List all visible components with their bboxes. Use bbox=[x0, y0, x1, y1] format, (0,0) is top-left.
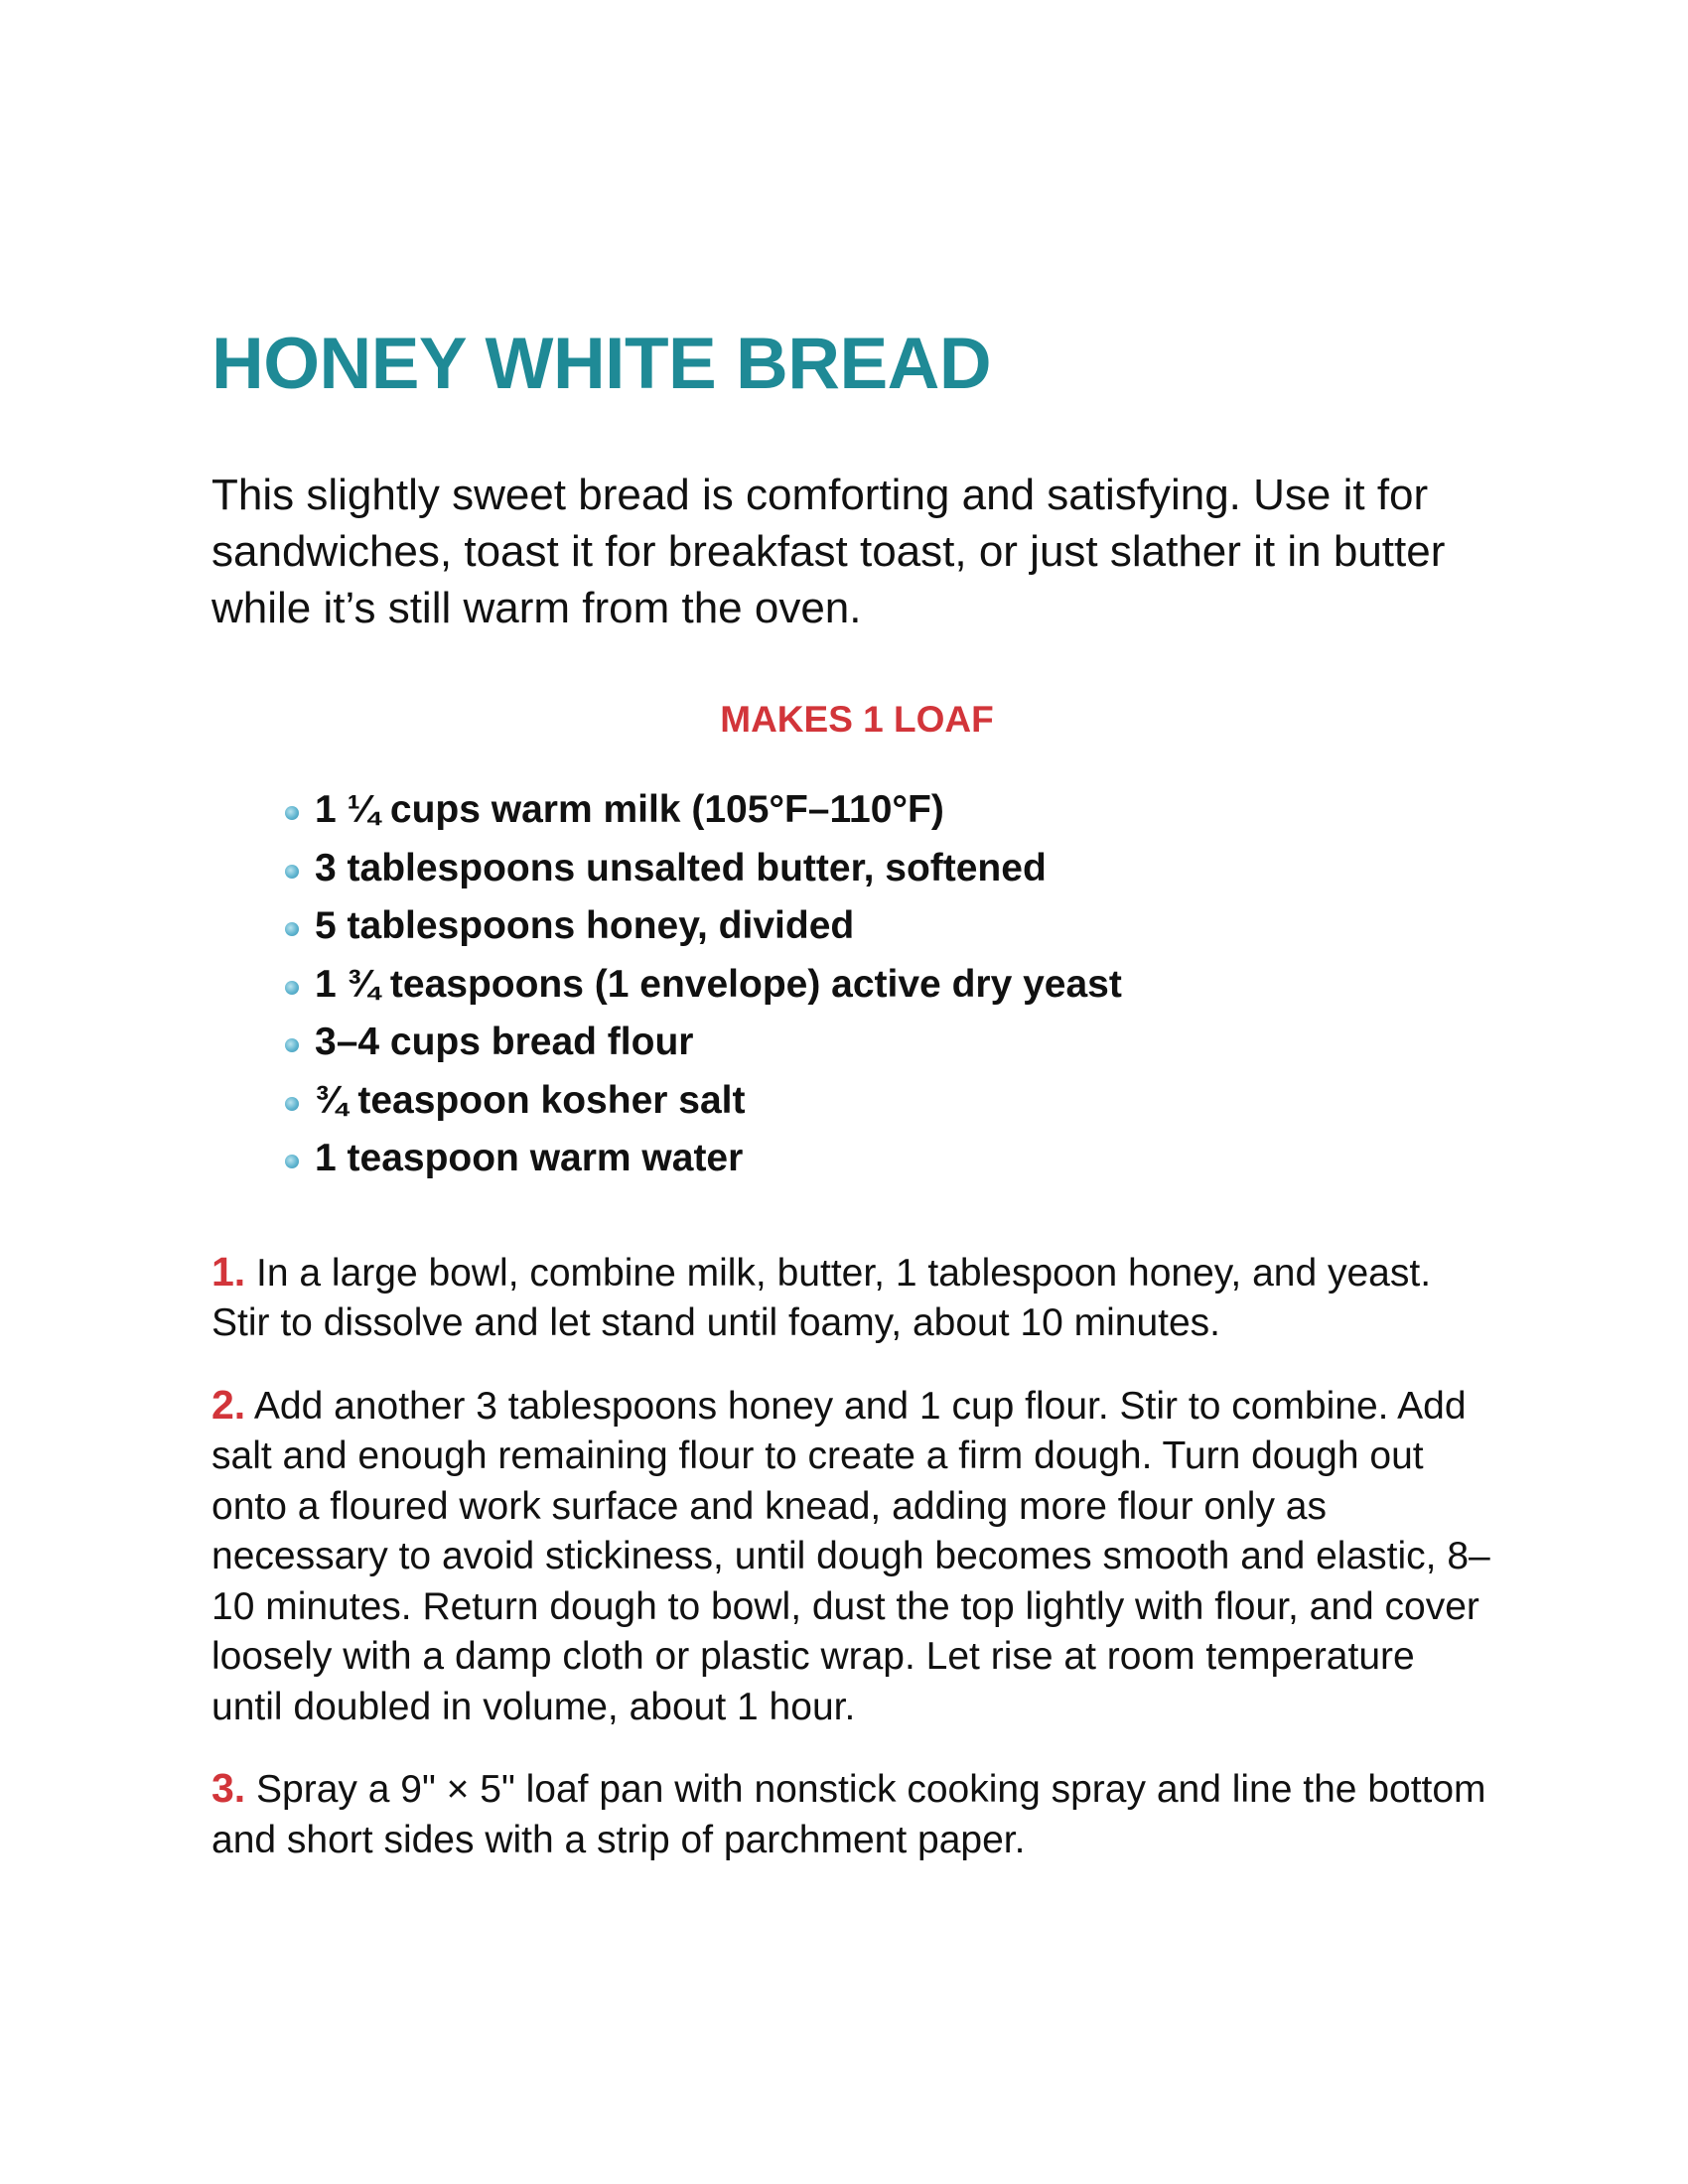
ingredient-item bbox=[285, 840, 1492, 898]
ingredient-text: 3–4 cups bread flour bbox=[315, 1021, 694, 1063]
step-text: Add another 3 tablespoons honey and 1 cup flour. Stir to combine. Add salt and enough remaining flour to create a firm dough. Turn dough out onto a floured work surface and knead, adding more flour only as necessary to avoid stickiness, until dough becomes smooth and elastic, 8–10 minutes. Return dough to bowl, dust the top lightly with flour, and cover loosely with a damp cloth or plastic wrap. Let rise at room temperature until doubled in volume, about 1 hour. bbox=[211, 1384, 1490, 1728]
recipe-page bbox=[211, 323, 1492, 1896]
ingredient-item bbox=[285, 956, 1492, 1015]
ingredient-text: 1 ¾ teaspoons (1 envelope) active dry yeast bbox=[315, 962, 1122, 1006]
ingredient-text: ¾ teaspoon kosher salt bbox=[315, 1078, 746, 1122]
instruction-step bbox=[211, 1247, 1492, 1349]
step-number: 2. bbox=[211, 1381, 246, 1428]
bullet-icon bbox=[285, 1097, 299, 1111]
ingredient-text: 5 tablespoons honey, divided bbox=[315, 904, 855, 947]
ingredient-text: 3 tablespoons unsalted butter, softened bbox=[315, 846, 1047, 889]
step-number: 3. bbox=[211, 1765, 246, 1811]
bullet-icon bbox=[285, 865, 299, 879]
ingredient-item bbox=[285, 781, 1492, 840]
ingredient-text: 1 teaspoon warm water bbox=[315, 1137, 744, 1179]
ingredient-item bbox=[285, 1072, 1492, 1131]
instruction-steps bbox=[211, 1247, 1492, 1866]
step-number: 1. bbox=[211, 1248, 246, 1295]
recipe-title: HONEY WHITE BREAD bbox=[211, 324, 992, 404]
bullet-icon bbox=[285, 981, 299, 995]
bullet-icon bbox=[285, 1038, 299, 1052]
ingredient-item bbox=[285, 1130, 1492, 1188]
recipe-yield: MAKES 1 LOAF bbox=[720, 699, 994, 740]
step-text: Spray a 9" × 5" loaf pan with nonstick cooking spray and line the bottom and short sides with a strip of parchment paper. bbox=[211, 1768, 1486, 1861]
bullet-icon bbox=[285, 1155, 299, 1168]
ingredient-list bbox=[211, 781, 1492, 1188]
step-text: In a large bowl, combine milk, butter, 1 tablespoon honey, and yeast. Stir to dissolve and let stand until foamy, about 10 minutes. bbox=[211, 1251, 1432, 1344]
instruction-step bbox=[211, 1380, 1492, 1733]
ingredient-text: 1 ¼ cups warm milk (105°F–110°F) bbox=[315, 788, 944, 831]
recipe-intro: This slightly sweet bread is comforting and satisfying. Use it for sandwiches, toast it for breakfast toast, or just slather it in butter while it’s still warm from the oven. bbox=[211, 471, 1446, 632]
bullet-icon bbox=[285, 806, 299, 820]
instruction-step bbox=[211, 1763, 1492, 1865]
bullet-icon bbox=[285, 922, 299, 936]
ingredient-item bbox=[285, 1014, 1492, 1072]
ingredient-item bbox=[285, 897, 1492, 956]
